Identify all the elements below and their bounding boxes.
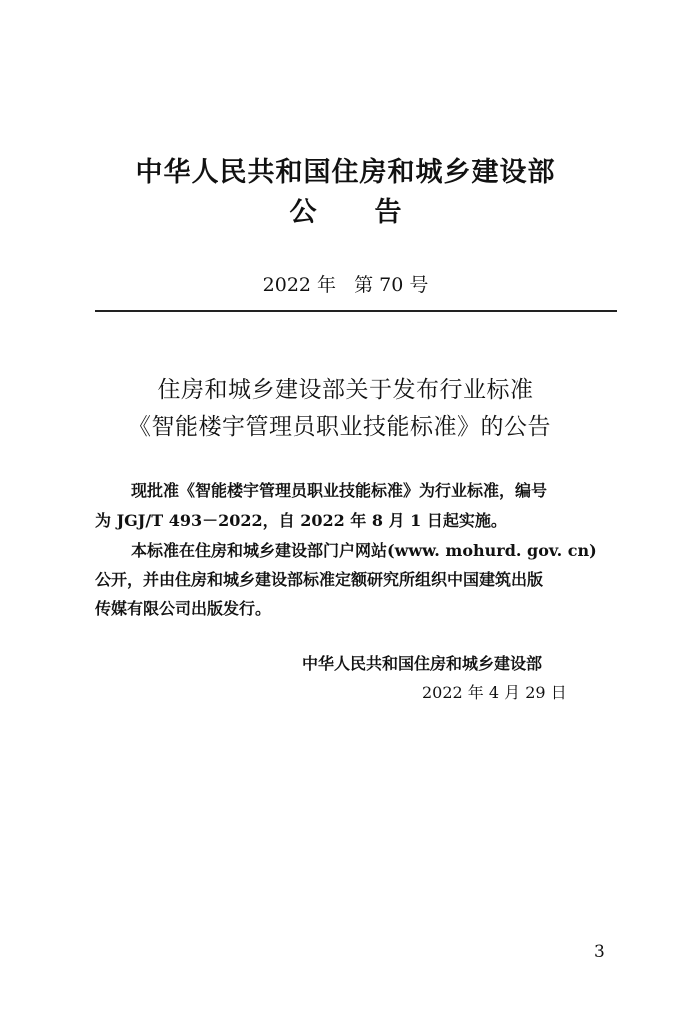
- body-paragraph-2-line-1: 本标准在住房和城乡建设部门户网站(www. mohurd. gov. cn): [131, 541, 597, 560]
- announcement-title-line-2: 《智能楼宇管理员职业技能标准》的公告: [128, 414, 551, 440]
- announcement-serial: 第 70 号: [354, 274, 429, 296]
- announcement-year: 2022 年: [262, 274, 337, 296]
- signature-date: 2022 年 4 月 29 日: [422, 683, 567, 702]
- document-type-char-2: 告: [374, 197, 402, 228]
- body-paragraph-1-line-1: 现批准《智能楼宇管理员职业技能标准》为行业标准，编号: [131, 481, 548, 500]
- body-paragraph-2-line-3: 传媒有限公司出版发行。: [95, 599, 272, 618]
- announcement-number: [0, 270, 691, 297]
- document-type: [0, 190, 691, 229]
- issuer-title: 中华人民共和国住房和城乡建设部: [135, 157, 556, 188]
- body-paragraph-1-line-2: 为 JGJ/T 493－2022，自 2022 年 8 月 1 日起实施。: [95, 511, 507, 530]
- body-paragraph-2-line-2: 公开，并由住房和城乡建设部标准定额研究所组织中国建筑出版: [95, 570, 544, 589]
- signature-organization: 中华人民共和国住房和城乡建设部: [302, 654, 543, 673]
- announcement-title-line-1: 住房和城乡建设部关于发布行业标准: [157, 377, 534, 403]
- document-type-char-1: 公: [289, 197, 317, 228]
- page-number: 3: [594, 942, 605, 962]
- header-divider: [95, 310, 617, 312]
